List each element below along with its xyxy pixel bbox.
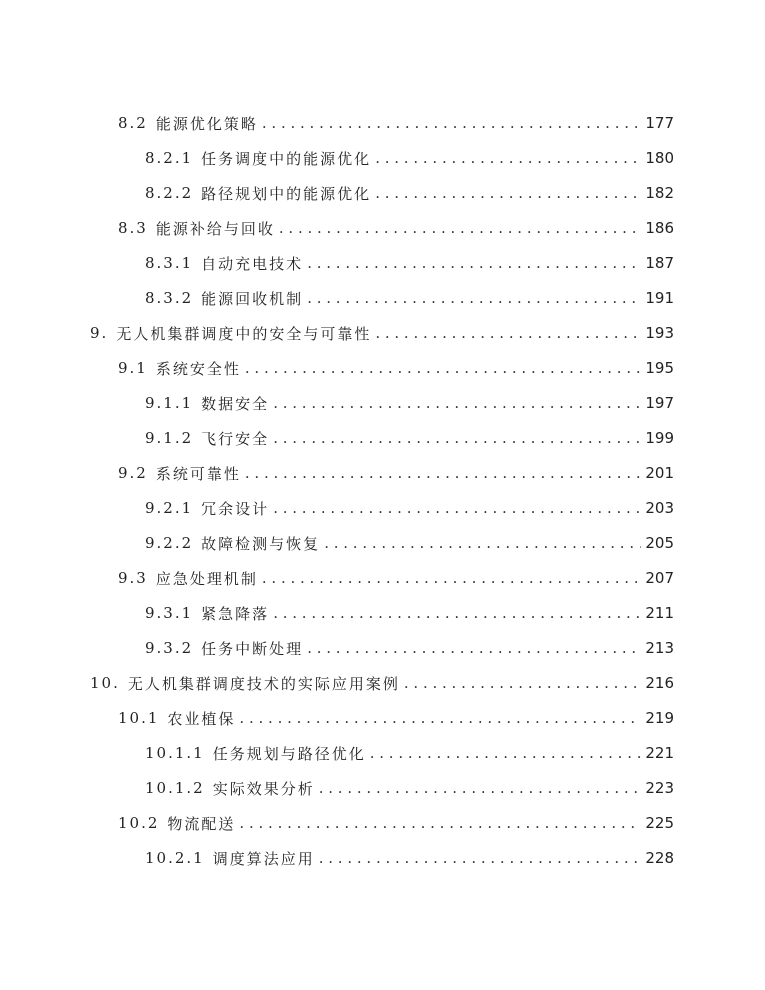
toc-title: 自动充电技术 bbox=[201, 254, 304, 273]
toc-title: 农业植保 bbox=[167, 709, 236, 728]
toc-number: 9.3.2 bbox=[145, 639, 194, 657]
toc-number: 8.3.1 bbox=[145, 254, 194, 272]
toc-leader bbox=[324, 534, 641, 552]
toc-number: 9.2.2 bbox=[145, 534, 194, 552]
toc-entry[interactable] bbox=[145, 388, 674, 418]
toc-page: 197 bbox=[645, 394, 674, 412]
toc-leader bbox=[319, 849, 642, 867]
toc-number: 9.2.1 bbox=[145, 499, 194, 517]
toc-page: 182 bbox=[645, 184, 674, 202]
toc-leader bbox=[370, 744, 642, 762]
toc-title: 无人机集群调度技术的实际应用案例 bbox=[127, 674, 400, 693]
toc-leader bbox=[404, 674, 641, 692]
toc-leader bbox=[375, 184, 641, 202]
toc-leader bbox=[273, 394, 641, 412]
toc-page: 177 bbox=[645, 114, 674, 132]
toc-entry[interactable] bbox=[90, 318, 674, 348]
toc-number: 10.2.1 bbox=[145, 849, 205, 867]
toc-title: 无人机集群调度中的安全与可靠性 bbox=[116, 324, 372, 343]
toc-leader bbox=[262, 569, 641, 587]
toc-page: 203 bbox=[645, 499, 674, 517]
toc-number: 9. bbox=[90, 324, 109, 342]
toc-title: 能源回收机制 bbox=[201, 289, 304, 308]
toc-entry[interactable] bbox=[145, 248, 674, 278]
toc-leader bbox=[273, 499, 641, 517]
toc-leader bbox=[279, 219, 641, 237]
toc-entry[interactable] bbox=[118, 703, 674, 733]
toc-entry[interactable] bbox=[118, 563, 674, 593]
toc-title: 能源补给与回收 bbox=[155, 219, 275, 238]
toc-entry[interactable] bbox=[90, 668, 674, 698]
toc-number: 9.1.2 bbox=[145, 429, 194, 447]
toc-entry[interactable] bbox=[145, 598, 674, 628]
toc-leader bbox=[375, 149, 641, 167]
toc-title: 调度算法应用 bbox=[212, 849, 315, 868]
toc-number: 10.1.2 bbox=[145, 779, 205, 797]
toc-number: 9.1 bbox=[118, 359, 148, 377]
toc-number: 8.2.1 bbox=[145, 149, 194, 167]
toc-page: 228 bbox=[645, 849, 674, 867]
toc-number: 8.2 bbox=[118, 114, 148, 132]
toc-title: 故障检测与恢复 bbox=[201, 534, 321, 553]
toc-number: 10. bbox=[90, 674, 120, 692]
toc-page: 180 bbox=[645, 149, 674, 167]
toc-leader bbox=[307, 289, 641, 307]
toc-entry[interactable] bbox=[118, 108, 674, 138]
toc-page: 213 bbox=[645, 639, 674, 657]
toc-title: 实际效果分析 bbox=[212, 779, 315, 798]
toc-entry[interactable] bbox=[145, 493, 674, 523]
toc-entry[interactable] bbox=[145, 178, 674, 208]
toc-entry[interactable] bbox=[145, 423, 674, 453]
toc-number: 10.2 bbox=[118, 814, 160, 832]
toc-page: 186 bbox=[645, 219, 674, 237]
toc-leader bbox=[307, 639, 641, 657]
toc-title: 路径规划中的能源优化 bbox=[201, 184, 372, 203]
toc-page: 201 bbox=[645, 464, 674, 482]
toc-title: 飞行安全 bbox=[201, 429, 270, 448]
toc-entry[interactable] bbox=[145, 773, 674, 803]
toc-title: 任务中断处理 bbox=[201, 639, 304, 658]
toc-leader bbox=[273, 604, 641, 622]
toc-title: 紧急降落 bbox=[201, 604, 270, 623]
toc-number: 9.1.1 bbox=[145, 394, 194, 412]
toc-title: 能源优化策略 bbox=[155, 114, 258, 133]
toc-page: 191 bbox=[645, 289, 674, 307]
toc-number: 10.1 bbox=[118, 709, 160, 727]
toc-leader bbox=[319, 779, 642, 797]
toc-page: 207 bbox=[645, 569, 674, 587]
toc-page: 199 bbox=[645, 429, 674, 447]
toc-title: 任务规划与路径优化 bbox=[212, 744, 366, 763]
toc-page: 223 bbox=[645, 779, 674, 797]
toc-leader bbox=[307, 254, 641, 272]
toc-number: 8.3 bbox=[118, 219, 148, 237]
toc-entry[interactable] bbox=[118, 458, 674, 488]
toc-number: 8.2.2 bbox=[145, 184, 194, 202]
toc-title: 任务调度中的能源优化 bbox=[201, 149, 372, 168]
toc-number: 9.3 bbox=[118, 569, 148, 587]
toc-entry[interactable] bbox=[118, 213, 674, 243]
toc-page: 205 bbox=[645, 534, 674, 552]
toc-leader bbox=[239, 814, 641, 832]
toc-entry[interactable] bbox=[118, 353, 674, 383]
toc-page: 221 bbox=[645, 744, 674, 762]
toc-entry[interactable] bbox=[145, 528, 674, 558]
toc-page: 211 bbox=[645, 604, 674, 622]
toc-entry[interactable] bbox=[145, 843, 674, 873]
toc-leader bbox=[375, 324, 641, 342]
toc-number: 10.1.1 bbox=[145, 744, 205, 762]
toc-title: 物流配送 bbox=[167, 814, 236, 833]
toc-leader bbox=[273, 429, 641, 447]
toc-title: 应急处理机制 bbox=[155, 569, 258, 588]
toc-title: 冗余设计 bbox=[201, 499, 270, 518]
toc-page: 195 bbox=[645, 359, 674, 377]
toc-page: 225 bbox=[645, 814, 674, 832]
toc-number: 9.3.1 bbox=[145, 604, 194, 622]
toc-title: 系统安全性 bbox=[155, 359, 241, 378]
toc-entry[interactable] bbox=[145, 143, 674, 173]
toc-page: 216 bbox=[645, 674, 674, 692]
toc-page: 187 bbox=[645, 254, 674, 272]
toc-entry[interactable] bbox=[145, 633, 674, 663]
toc-entry[interactable] bbox=[118, 808, 674, 838]
toc-title: 系统可靠性 bbox=[155, 464, 241, 483]
toc-leader bbox=[245, 359, 641, 377]
toc-page: 193 bbox=[645, 324, 674, 342]
toc-leader bbox=[245, 464, 641, 482]
toc-number: 8.3.2 bbox=[145, 289, 194, 307]
toc-entry[interactable] bbox=[145, 738, 674, 768]
toc-leader bbox=[239, 709, 641, 727]
toc-leader bbox=[262, 114, 641, 132]
toc-number: 9.2 bbox=[118, 464, 148, 482]
toc-title: 数据安全 bbox=[201, 394, 270, 413]
toc-page: 219 bbox=[645, 709, 674, 727]
toc-entry[interactable] bbox=[145, 283, 674, 313]
